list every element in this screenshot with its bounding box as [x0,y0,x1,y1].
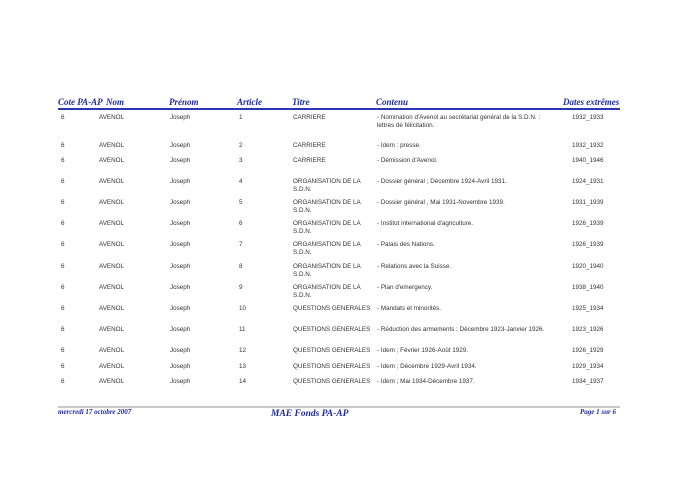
cell-nom: AVENOL [99,157,125,164]
cell-article: 12 [239,347,247,354]
cell-prenom: Joseph [170,157,191,164]
cell-dates: 1926_1939 [572,241,604,248]
cell-prenom: Joseph [170,347,191,354]
cell-contenu: - Plan d'emergency. [377,284,433,291]
cell-prenom: Joseph [170,241,191,248]
cell-cote: 6 [61,114,65,121]
cell-titre: ORGANISATION DE LA S.D.N. [293,241,361,256]
cell-nom: AVENOL [99,284,125,291]
cell-titre: CARRIERE [293,114,326,121]
cell-cote: 6 [61,326,65,333]
cell-nom: AVENOL [99,114,125,121]
cell-cote: 6 [61,305,65,312]
cell-nom: AVENOL [99,178,125,185]
cell-cote: 6 [61,378,65,385]
cell-article: 4 [239,178,243,185]
cell-article: 2 [239,142,243,149]
cell-dates: 1926_1929 [572,347,604,354]
footer-title: MAE Fonds PA-AP [271,409,349,419]
cell-prenom: Joseph [170,363,191,370]
cell-cote: 6 [61,347,65,354]
cell-dates: 1920_1940 [572,263,604,270]
cell-titre: QUESTIONS GENERALES [293,305,371,312]
cell-contenu: - Idem ; Mai 1934-Décembre 1937. [377,378,475,385]
cell-prenom: Joseph [170,326,191,333]
column-header-cote: Cote PA-AP [58,97,103,107]
footer-page-number: Page 1 sur 6 [580,408,616,416]
cell-titre: CARRIERE [293,157,326,164]
cell-dates: 1932_1933 [572,114,604,121]
cell-cote: 6 [61,263,65,270]
cell-titre: ORGANISATION DE LA S.D.N. [293,178,361,193]
cell-nom: AVENOL [99,199,125,206]
cell-dates: 1929_1934 [572,363,604,370]
cell-article: 5 [239,199,243,206]
cell-contenu: - Mandats et minorités. [377,305,442,312]
column-header-dates: Dates extrêmes [563,97,620,107]
footer-date: mercredi 17 octobre 2007 [58,408,132,416]
cell-titre: QUESTIONS GENERALES [293,326,371,333]
cell-titre: QUESTIONS GENERALES [293,363,371,370]
cell-contenu: - Palais des Nations. [377,241,435,248]
cell-contenu: - Démission d'Avenol. [377,157,438,164]
cell-dates: 1926_1939 [572,220,604,227]
cell-contenu: - Relations avec la Suisse. [377,263,452,270]
cell-dates: 1938_1940 [572,284,604,291]
cell-nom: AVENOL [99,263,125,270]
column-header-contenu: Contenu [376,97,409,107]
cell-prenom: Joseph [170,199,191,206]
cell-article: 10 [239,305,247,312]
cell-cote: 6 [61,178,65,185]
cell-prenom: Joseph [170,263,191,270]
cell-titre: ORGANISATION DE LA S.D.N. [293,263,361,278]
cell-contenu: - Dossier général ; Décembre 1924-Avril 1931. [377,178,507,185]
cell-cote: 6 [61,241,65,248]
cell-titre: QUESTIONS GENERALES [293,347,371,354]
column-header-prenom: Prénom [169,97,199,107]
cell-cote: 6 [61,284,65,291]
cell-nom: AVENOL [99,326,125,333]
cell-article: 7 [239,241,243,248]
cell-prenom: Joseph [170,220,191,227]
cell-article: 8 [239,263,243,270]
cell-article: 6 [239,220,243,227]
column-header-article: Article [237,97,262,107]
cell-nom: AVENOL [99,305,125,312]
cell-article: 14 [239,378,247,385]
cell-article: 9 [239,284,243,291]
cell-prenom: Joseph [170,378,191,385]
cell-cote: 6 [61,220,65,227]
cell-cote: 6 [61,199,65,206]
cell-contenu: - Dossier général , Mai 1931-Novembre 1939. [377,199,505,206]
header-rule [58,108,620,110]
column-header-titre: Titre [292,97,310,107]
cell-titre: ORGANISATION DE LA S.D.N. [293,284,361,299]
cell-nom: AVENOL [99,142,125,149]
cell-contenu: - Idem : presse. [377,142,421,149]
cell-contenu: - Nomination d'Avenol au secrétariat général de la S.D.N. : lettres de félicitation. [377,114,541,129]
cell-cote: 6 [61,363,65,370]
cell-titre: ORGANISATION DE LA S.D.N. [293,199,361,214]
cell-article: 13 [239,363,247,370]
cell-dates: 1925_1934 [572,305,604,312]
cell-contenu: - Idem ; Décembre 1929-Avril 1934. [377,363,477,370]
cell-article: 11 [239,326,246,333]
cell-dates: 1934_1937 [572,378,604,385]
cell-titre: ORGANISATION DE LA S.D.N. [293,220,361,235]
cell-prenom: Joseph [170,284,191,291]
cell-dates: 1924_1931 [572,178,604,185]
cell-dates: 1923_1926 [572,326,604,333]
cell-nom: AVENOL [99,378,125,385]
cell-prenom: Joseph [170,114,191,121]
cell-titre: QUESTIONS GENERALES [293,378,371,385]
column-header-nom: Nom [106,97,124,107]
cell-dates: 1932_1932 [572,142,604,149]
cell-article: 1 [239,114,243,121]
cell-prenom: Joseph [170,305,191,312]
cell-cote: 6 [61,157,65,164]
cell-dates: 1931_1939 [572,199,604,206]
cell-nom: AVENOL [99,347,125,354]
cell-prenom: Joseph [170,178,191,185]
cell-contenu: - Réduction des armements ; Décembre 1923-Janvier 1926. [377,326,545,333]
cell-cote: 6 [61,142,65,149]
cell-prenom: Joseph [170,142,191,149]
cell-nom: AVENOL [99,363,125,370]
footer-rule [58,406,620,408]
cell-contenu: - Institut international d'agriculture. [377,220,474,227]
cell-nom: AVENOL [99,220,125,227]
cell-dates: 1940_1946 [572,157,604,164]
cell-titre: CARRIERE [293,142,326,149]
cell-nom: AVENOL [99,241,125,248]
cell-contenu: - Idem ; Février 1926-Août 1929. [377,347,469,354]
cell-article: 3 [239,157,243,164]
